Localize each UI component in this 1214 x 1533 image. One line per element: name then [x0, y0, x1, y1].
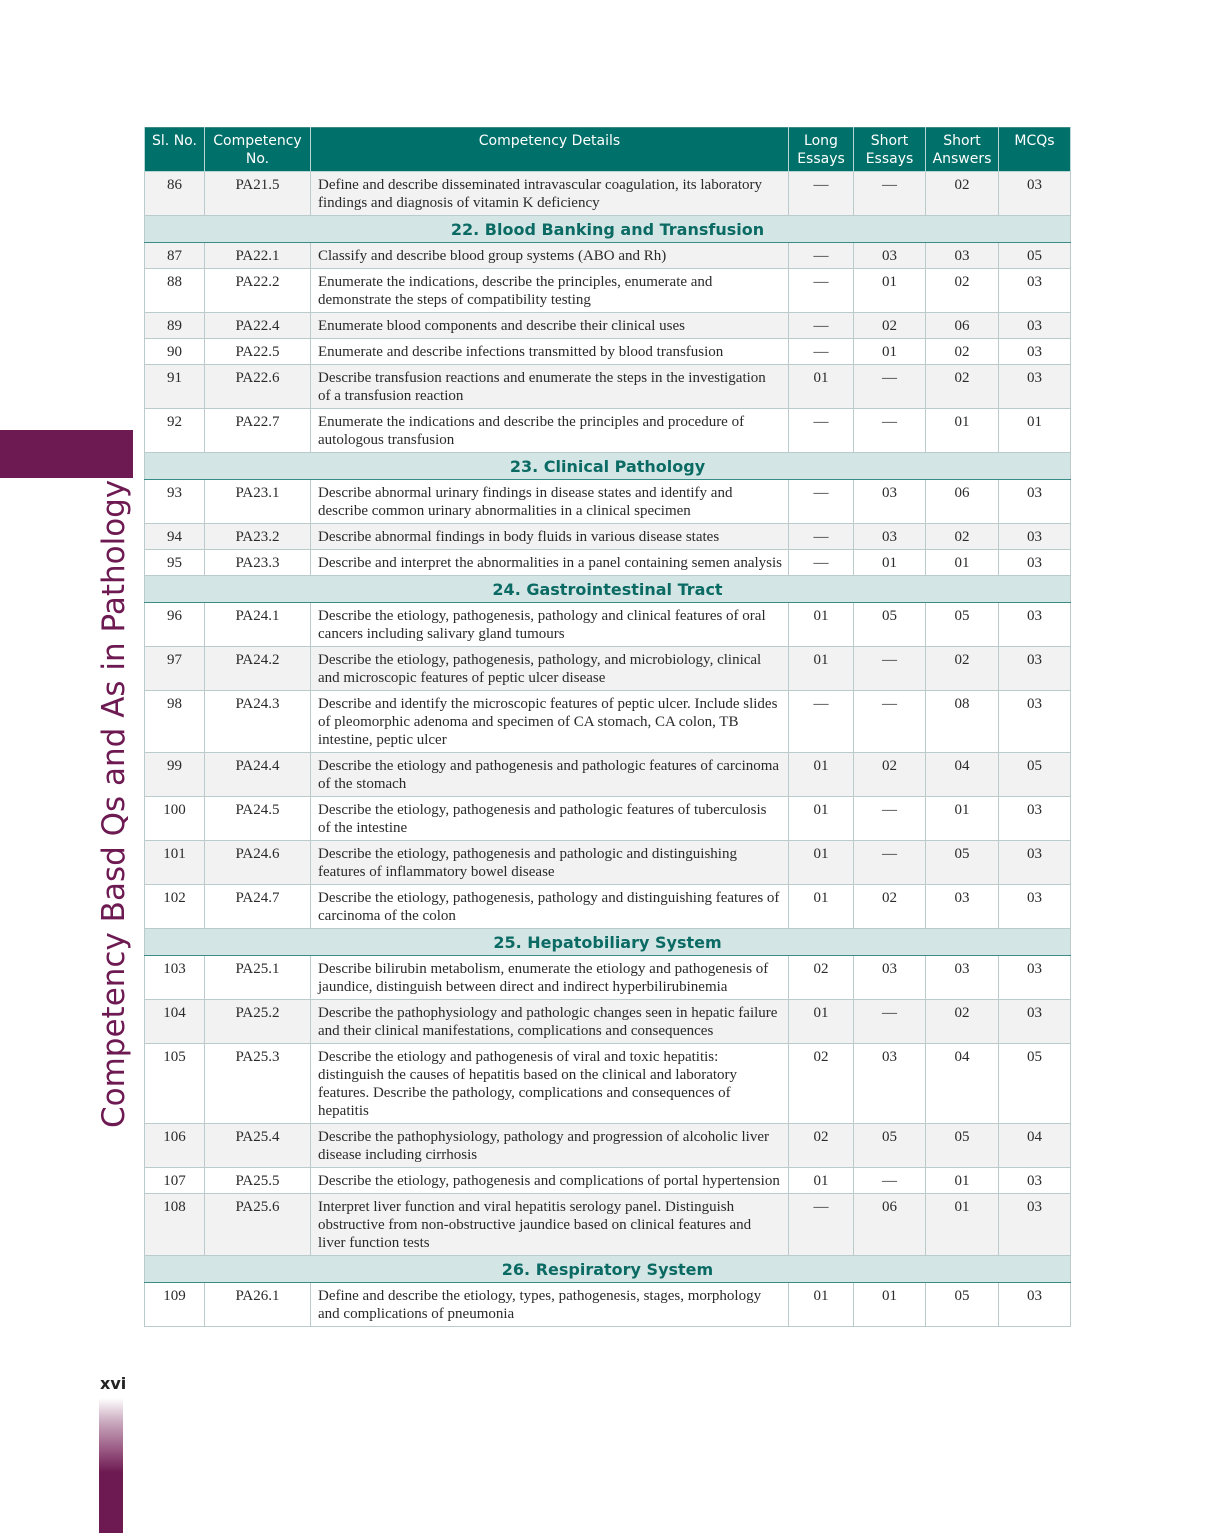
- competency-no-cell: PA24.4: [205, 753, 311, 797]
- long-essays-cell: —: [789, 172, 854, 216]
- mcqs-cell: 03: [999, 365, 1071, 409]
- table-row: [145, 1000, 1071, 1044]
- long-essays-cell: 01: [789, 753, 854, 797]
- table-row: [145, 550, 1071, 576]
- sl-no-cell: 98: [145, 691, 205, 753]
- long-essays-cell: 01: [789, 647, 854, 691]
- competency-table: [144, 127, 1071, 1327]
- section-header-row: [145, 453, 1071, 480]
- sl-no-cell: 100: [145, 797, 205, 841]
- details-cell: Classify and describe blood group systems (ABO and Rh): [311, 243, 789, 269]
- short-essays-cell: 01: [854, 1283, 926, 1327]
- mcqs-cell: 03: [999, 313, 1071, 339]
- short-answers-cell: 02: [926, 269, 999, 313]
- long-essays-cell: —: [789, 524, 854, 550]
- sl-no-cell: 88: [145, 269, 205, 313]
- competency-no-cell: PA24.6: [205, 841, 311, 885]
- short-answers-cell: 03: [926, 885, 999, 929]
- section-title: 26. Respiratory System: [145, 1256, 1071, 1283]
- sl-no-cell: 96: [145, 603, 205, 647]
- competency-no-cell: PA25.4: [205, 1124, 311, 1168]
- short-answers-cell: 01: [926, 1194, 999, 1256]
- mcqs-cell: 03: [999, 1000, 1071, 1044]
- long-essays-cell: 02: [789, 1044, 854, 1124]
- competency-no-cell: PA24.5: [205, 797, 311, 841]
- table-row: [145, 1124, 1071, 1168]
- table-row: [145, 1194, 1071, 1256]
- long-essays-cell: 01: [789, 797, 854, 841]
- long-essays-cell: 01: [789, 603, 854, 647]
- competency-no-cell: PA24.3: [205, 691, 311, 753]
- short-answers-cell: 06: [926, 480, 999, 524]
- details-cell: Describe bilirubin metabolism, enumerate the etiology and pathogenesis of jaundice, distinguish between direct and indirect hyperbilirubinemia: [311, 956, 789, 1000]
- short-essays-cell: 03: [854, 480, 926, 524]
- short-answers-cell: 05: [926, 841, 999, 885]
- short-answers-cell: 06: [926, 313, 999, 339]
- table-row: [145, 480, 1071, 524]
- mcqs-cell: 01: [999, 409, 1071, 453]
- mcqs-cell: 03: [999, 956, 1071, 1000]
- table-row: [145, 1044, 1071, 1124]
- details-cell: Describe and identify the microscopic features of peptic ulcer. Include slides of pleomorphic adenoma and specimen of CA stomach, CA colon, TB intestine, peptic ulcer: [311, 691, 789, 753]
- table-row: [145, 409, 1071, 453]
- competency-no-cell: PA25.2: [205, 1000, 311, 1044]
- details-cell: Define and describe the etiology, types, pathogenesis, stages, morphology and complications of pneumonia: [311, 1283, 789, 1327]
- table-row: [145, 269, 1071, 313]
- sl-no-cell: 109: [145, 1283, 205, 1327]
- short-essays-cell: —: [854, 409, 926, 453]
- short-essays-cell: —: [854, 841, 926, 885]
- short-answers-cell: 04: [926, 1044, 999, 1124]
- sl-no-cell: 94: [145, 524, 205, 550]
- competency-no-cell: PA22.2: [205, 269, 311, 313]
- table-row: [145, 841, 1071, 885]
- long-essays-cell: —: [789, 269, 854, 313]
- long-essays-cell: —: [789, 243, 854, 269]
- short-essays-cell: 01: [854, 550, 926, 576]
- short-answers-cell: 05: [926, 1283, 999, 1327]
- section-header-row: [145, 929, 1071, 956]
- table-row: [145, 647, 1071, 691]
- sl-no-cell: 107: [145, 1168, 205, 1194]
- page-number: xvi: [100, 1374, 127, 1393]
- short-answers-cell: 01: [926, 797, 999, 841]
- mcqs-cell: 03: [999, 797, 1071, 841]
- long-essays-cell: 01: [789, 365, 854, 409]
- sl-no-cell: 105: [145, 1044, 205, 1124]
- table-row: [145, 603, 1071, 647]
- header-short-essays: Short Essays: [854, 128, 926, 172]
- gradient-bar: [99, 1398, 123, 1533]
- details-cell: Enumerate blood components and describe their clinical uses: [311, 313, 789, 339]
- table-row: [145, 339, 1071, 365]
- details-cell: Describe the etiology and pathogenesis and pathologic features of carcinoma of the stomach: [311, 753, 789, 797]
- long-essays-cell: —: [789, 691, 854, 753]
- long-essays-cell: 02: [789, 1124, 854, 1168]
- competency-no-cell: PA22.5: [205, 339, 311, 365]
- mcqs-cell: 03: [999, 1283, 1071, 1327]
- long-essays-cell: 01: [789, 1283, 854, 1327]
- details-cell: Describe the etiology and pathogenesis of viral and toxic hepatitis: distinguish the causes of hepatitis based on the clinical and laboratory features. Describe the pathology, complications and consequences of hepatitis: [311, 1044, 789, 1124]
- short-answers-cell: 05: [926, 603, 999, 647]
- competency-no-cell: PA22.1: [205, 243, 311, 269]
- section-title: 24. Gastrointestinal Tract: [145, 576, 1071, 603]
- sl-no-cell: 95: [145, 550, 205, 576]
- long-essays-cell: —: [789, 480, 854, 524]
- competency-no-cell: PA26.1: [205, 1283, 311, 1327]
- competency-no-cell: PA25.3: [205, 1044, 311, 1124]
- details-cell: Describe the etiology, pathogenesis, pathology, and microbiology, clinical and microscopic features of peptic ulcer disease: [311, 647, 789, 691]
- short-essays-cell: —: [854, 1000, 926, 1044]
- long-essays-cell: 01: [789, 1000, 854, 1044]
- short-essays-cell: 06: [854, 1194, 926, 1256]
- sl-no-cell: 102: [145, 885, 205, 929]
- short-essays-cell: 01: [854, 269, 926, 313]
- mcqs-cell: 03: [999, 841, 1071, 885]
- section-header-row: [145, 576, 1071, 603]
- mcqs-cell: 05: [999, 243, 1071, 269]
- competency-no-cell: PA23.3: [205, 550, 311, 576]
- short-answers-cell: 01: [926, 1168, 999, 1194]
- short-essays-cell: 02: [854, 885, 926, 929]
- header-mcqs: MCQs: [999, 128, 1071, 172]
- short-essays-cell: —: [854, 172, 926, 216]
- table-row: [145, 797, 1071, 841]
- competency-no-cell: PA22.6: [205, 365, 311, 409]
- mcqs-cell: 03: [999, 885, 1071, 929]
- mcqs-cell: 03: [999, 550, 1071, 576]
- mcqs-cell: 03: [999, 1168, 1071, 1194]
- mcqs-cell: 03: [999, 1194, 1071, 1256]
- long-essays-cell: 01: [789, 841, 854, 885]
- mcqs-cell: 03: [999, 647, 1071, 691]
- competency-no-cell: PA24.1: [205, 603, 311, 647]
- mcqs-cell: 03: [999, 603, 1071, 647]
- table-row: [145, 172, 1071, 216]
- sl-no-cell: 86: [145, 172, 205, 216]
- table-header: [145, 128, 1071, 172]
- sl-no-cell: 90: [145, 339, 205, 365]
- details-cell: Describe the etiology, pathogenesis and complications of portal hypertension: [311, 1168, 789, 1194]
- short-essays-cell: 03: [854, 524, 926, 550]
- header-competency-no: Competency No.: [205, 128, 311, 172]
- details-cell: Describe the pathophysiology, pathology and progression of alcoholic liver disease including cirrhosis: [311, 1124, 789, 1168]
- details-cell: Describe abnormal findings in body fluids in various disease states: [311, 524, 789, 550]
- short-essays-cell: 02: [854, 313, 926, 339]
- header-sl-no: Sl. No.: [145, 128, 205, 172]
- competency-no-cell: PA22.7: [205, 409, 311, 453]
- competency-no-cell: PA24.2: [205, 647, 311, 691]
- table-row: [145, 313, 1071, 339]
- short-answers-cell: 01: [926, 550, 999, 576]
- long-essays-cell: 01: [789, 1168, 854, 1194]
- mcqs-cell: 03: [999, 269, 1071, 313]
- short-essays-cell: 01: [854, 339, 926, 365]
- long-essays-cell: —: [789, 550, 854, 576]
- sl-no-cell: 101: [145, 841, 205, 885]
- competency-no-cell: PA21.5: [205, 172, 311, 216]
- sl-no-cell: 106: [145, 1124, 205, 1168]
- details-cell: Define and describe disseminated intravascular coagulation, its laboratory findings and diagnosis of vitamin K deficiency: [311, 172, 789, 216]
- sl-no-cell: 97: [145, 647, 205, 691]
- details-cell: Describe the etiology, pathogenesis and pathologic features of tuberculosis of the intestine: [311, 797, 789, 841]
- short-essays-cell: 03: [854, 956, 926, 1000]
- sl-no-cell: 87: [145, 243, 205, 269]
- short-answers-cell: 04: [926, 753, 999, 797]
- short-answers-cell: 02: [926, 365, 999, 409]
- short-essays-cell: —: [854, 691, 926, 753]
- short-answers-cell: 02: [926, 339, 999, 365]
- header-long-essays: Long Essays: [789, 128, 854, 172]
- table-body: [145, 172, 1071, 1327]
- sl-no-cell: 99: [145, 753, 205, 797]
- header-short-answers: Short Answers: [926, 128, 999, 172]
- table-row: [145, 691, 1071, 753]
- table-row: [145, 365, 1071, 409]
- competency-no-cell: PA23.1: [205, 480, 311, 524]
- details-cell: Enumerate the indications and describe the principles and procedure of autologous transfusion: [311, 409, 789, 453]
- short-essays-cell: —: [854, 647, 926, 691]
- short-answers-cell: 01: [926, 409, 999, 453]
- long-essays-cell: —: [789, 409, 854, 453]
- section-title: 22. Blood Banking and Transfusion: [145, 216, 1071, 243]
- short-essays-cell: 05: [854, 1124, 926, 1168]
- long-essays-cell: 02: [789, 956, 854, 1000]
- details-cell: Describe transfusion reactions and enumerate the steps in the investigation of a transfusion reaction: [311, 365, 789, 409]
- section-title: 23. Clinical Pathology: [145, 453, 1071, 480]
- competency-no-cell: PA25.5: [205, 1168, 311, 1194]
- long-essays-cell: —: [789, 313, 854, 339]
- mcqs-cell: 03: [999, 339, 1071, 365]
- mcqs-cell: 03: [999, 480, 1071, 524]
- short-answers-cell: 03: [926, 243, 999, 269]
- short-answers-cell: 02: [926, 172, 999, 216]
- table-row: [145, 243, 1071, 269]
- mcqs-cell: 03: [999, 691, 1071, 753]
- details-cell: Enumerate the indications, describe the principles, enumerate and demonstrate the steps of compatibility testing: [311, 269, 789, 313]
- sl-no-cell: 91: [145, 365, 205, 409]
- sl-no-cell: 103: [145, 956, 205, 1000]
- details-cell: Describe abnormal urinary findings in disease states and identify and describe common urinary abnormalities in a clinical specimen: [311, 480, 789, 524]
- mcqs-cell: 05: [999, 753, 1071, 797]
- details-cell: Enumerate and describe infections transmitted by blood transfusion: [311, 339, 789, 365]
- mcqs-cell: 05: [999, 1044, 1071, 1124]
- header-details: Competency Details: [311, 128, 789, 172]
- details-cell: Describe and interpret the abnormalities in a panel containing semen analysis: [311, 550, 789, 576]
- short-essays-cell: 03: [854, 243, 926, 269]
- sl-no-cell: 108: [145, 1194, 205, 1256]
- short-answers-cell: 03: [926, 956, 999, 1000]
- table-row: [145, 1168, 1071, 1194]
- competency-no-cell: PA22.4: [205, 313, 311, 339]
- long-essays-cell: —: [789, 339, 854, 365]
- details-cell: Describe the etiology, pathogenesis and pathologic and distinguishing features of inflammatory bowel disease: [311, 841, 789, 885]
- section-header-row: [145, 1256, 1071, 1283]
- short-essays-cell: 03: [854, 1044, 926, 1124]
- details-cell: Interpret liver function and viral hepatitis serology panel. Distinguish obstructive from non-obstructive jaundice based on clinical features and liver function tests: [311, 1194, 789, 1256]
- details-cell: Describe the etiology, pathogenesis, pathology and clinical features of oral cancers including salivary gland tumours: [311, 603, 789, 647]
- table-row: [145, 524, 1071, 550]
- section-title: 25. Hepatobiliary System: [145, 929, 1071, 956]
- mcqs-cell: 03: [999, 172, 1071, 216]
- sl-no-cell: 89: [145, 313, 205, 339]
- sl-no-cell: 104: [145, 1000, 205, 1044]
- table-row: [145, 885, 1071, 929]
- competency-no-cell: PA24.7: [205, 885, 311, 929]
- short-essays-cell: 02: [854, 753, 926, 797]
- sl-no-cell: 92: [145, 409, 205, 453]
- short-answers-cell: 02: [926, 647, 999, 691]
- book-title-vertical: Competency Basd Qs and As in Pathology: [96, 479, 132, 1128]
- competency-no-cell: PA25.6: [205, 1194, 311, 1256]
- short-essays-cell: 05: [854, 603, 926, 647]
- short-answers-cell: 05: [926, 1124, 999, 1168]
- table-row: [145, 1283, 1071, 1327]
- long-essays-cell: 01: [789, 885, 854, 929]
- competency-no-cell: PA23.2: [205, 524, 311, 550]
- mcqs-cell: 03: [999, 524, 1071, 550]
- short-answers-cell: 02: [926, 1000, 999, 1044]
- table-row: [145, 753, 1071, 797]
- long-essays-cell: —: [789, 1194, 854, 1256]
- details-cell: Describe the pathophysiology and pathologic changes seen in hepatic failure and their clinical manifestations, complications and consequences: [311, 1000, 789, 1044]
- short-essays-cell: —: [854, 1168, 926, 1194]
- mcqs-cell: 04: [999, 1124, 1071, 1168]
- short-essays-cell: —: [854, 797, 926, 841]
- side-color-tab: [0, 430, 133, 478]
- details-cell: Describe the etiology, pathogenesis, pathology and distinguishing features of carcinoma of the colon: [311, 885, 789, 929]
- short-answers-cell: 02: [926, 524, 999, 550]
- short-essays-cell: —: [854, 365, 926, 409]
- competency-no-cell: PA25.1: [205, 956, 311, 1000]
- sl-no-cell: 93: [145, 480, 205, 524]
- section-header-row: [145, 216, 1071, 243]
- table-row: [145, 956, 1071, 1000]
- short-answers-cell: 08: [926, 691, 999, 753]
